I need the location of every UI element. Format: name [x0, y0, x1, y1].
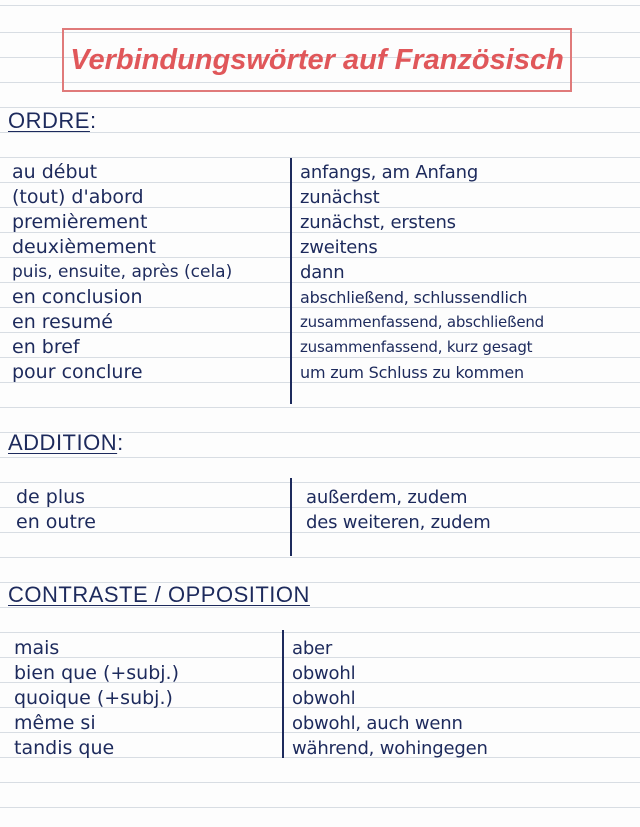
ordre-german-3: zunächst, erstens — [300, 212, 456, 233]
contraste-column-divider — [282, 630, 284, 758]
contraste-german-4: obwohl, auch wenn — [292, 713, 463, 734]
ordre-german-1: anfangs, am Anfang — [300, 162, 479, 183]
ordre-german-2: zunächst — [300, 187, 380, 208]
section-heading-addition-label: ADDITION — [8, 430, 118, 455]
contraste-french-3: quoique (+subj.) — [14, 687, 173, 709]
contraste-german-list — [292, 636, 488, 761]
ordre-german-5: dann — [300, 262, 345, 283]
ordre-german-8: zusammenfassend, kurz gesagt — [300, 338, 533, 356]
ordre-german-4: zweitens — [300, 237, 378, 258]
section-heading-contraste — [8, 582, 310, 608]
ordre-french-5: puis, ensuite, après (cela) — [12, 262, 233, 282]
addition-german-2: des weiteren, zudem — [306, 512, 491, 533]
ordre-column-divider — [290, 158, 292, 404]
page-title: Verbindungswörter auf Französisch — [70, 43, 564, 76]
section-heading-addition — [8, 430, 124, 456]
section-heading-ordre-label: ORDRE — [8, 108, 90, 133]
contraste-german-2: obwohl — [292, 663, 356, 684]
ordre-french-9: pour conclure — [12, 361, 143, 383]
contraste-german-5: während, wohingegen — [292, 738, 488, 759]
section-heading-addition-colon: : — [117, 430, 124, 455]
section-heading-contraste-label: CONTRASTE / OPPOSITION — [8, 582, 310, 607]
addition-french-list — [16, 485, 96, 535]
contraste-french-list — [14, 636, 179, 761]
ordre-german-list — [300, 160, 544, 385]
ordre-french-6: en conclusion — [12, 286, 143, 308]
contraste-german-3: obwohl — [292, 688, 356, 709]
ordre-french-4: deuxièmement — [12, 236, 156, 258]
addition-german-list — [306, 485, 491, 535]
section-heading-ordre — [8, 108, 97, 134]
ordre-german-6: abschließend, schlussendlich — [300, 288, 528, 307]
contraste-german-1: aber — [292, 638, 333, 659]
ordre-german-7: zusammenfassend, abschließend — [300, 313, 544, 331]
contraste-french-2: bien que (+subj.) — [14, 662, 180, 684]
addition-column-divider — [290, 478, 292, 556]
ordre-french-8: en bref — [12, 336, 80, 358]
addition-german-1: außerdem, zudem — [306, 487, 468, 508]
ordre-french-2: (tout) d'abord — [12, 186, 144, 208]
title-box — [62, 28, 572, 92]
section-heading-ordre-colon: : — [89, 108, 97, 133]
addition-french-1: de plus — [16, 486, 86, 508]
contraste-french-1: mais — [14, 637, 60, 659]
ordre-french-list — [12, 160, 232, 385]
ordre-french-3: premièrement — [12, 211, 148, 233]
ordre-french-1: au début — [12, 161, 98, 183]
ordre-german-9: um zum Schluss zu kommen — [300, 363, 524, 382]
contraste-french-5: tandis que — [14, 737, 115, 759]
ordre-french-7: en resumé — [12, 311, 113, 333]
addition-french-2: en outre — [16, 511, 96, 533]
contraste-french-4: même si — [14, 712, 96, 734]
